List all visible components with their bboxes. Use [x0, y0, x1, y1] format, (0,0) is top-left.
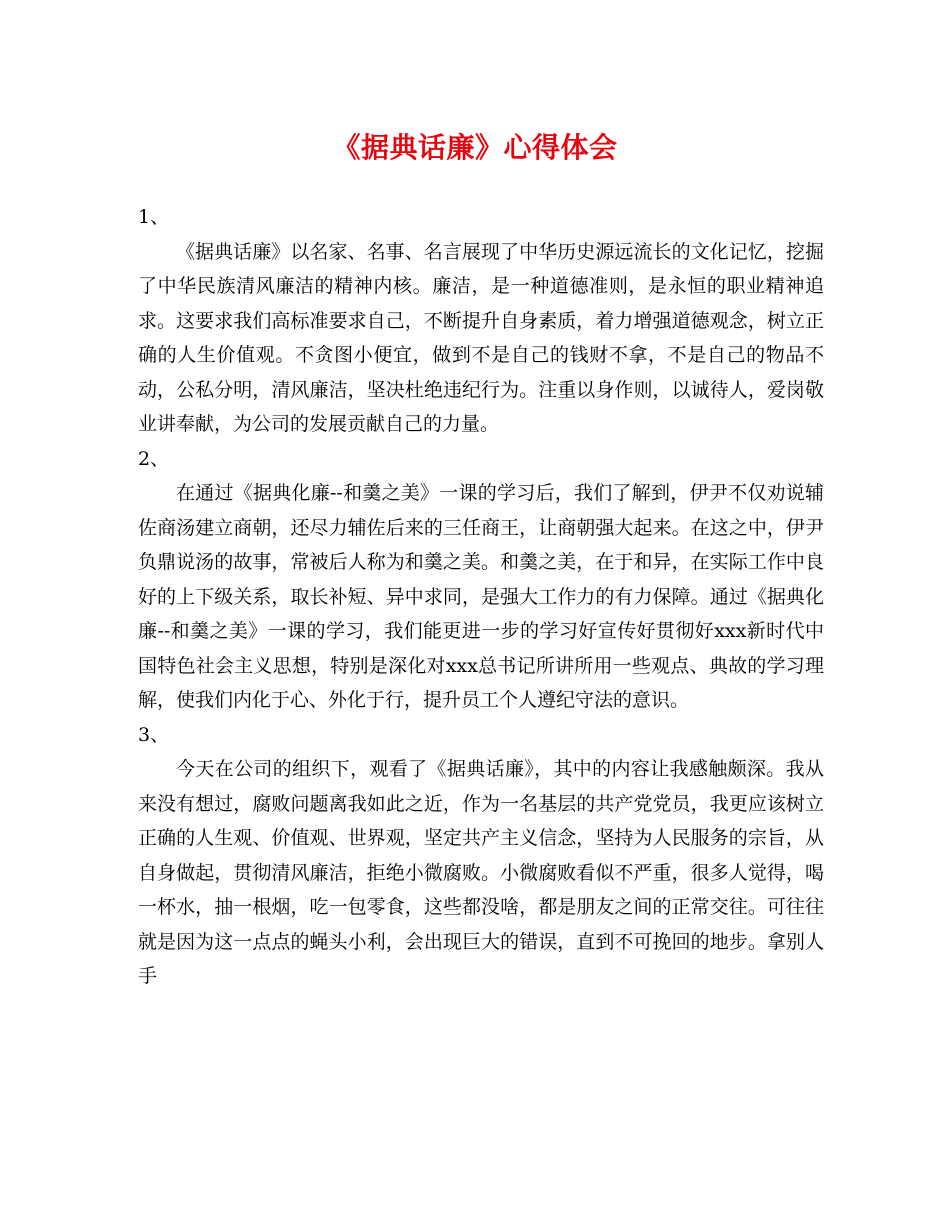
section-number: 2、 — [138, 447, 170, 470]
section-2 — [138, 442, 824, 718]
section-number: 3、 — [138, 723, 170, 746]
section-paragraph: 《据典话廉》以名家、名事、名言展现了中华历史源远流长的文化记忆，挖掘了中华民族清风廉洁的精神内核。廉洁，是一种道德准则，是永恒的职业精神追求。这要求我们高标准要求自己，不断提升自身素质，着力增强道德观念，树立正确的人生价值观。不贪图小便宜，做到不是自己的钱财不拿，不是自己的物品不动，公私分明，清风廉洁，坚决杜绝违纪行为。注重以身作则，以诚待人，爱岗敬业讲奉献，为公司的发展贡献自己的力量。 — [138, 240, 824, 435]
section-1 — [138, 200, 824, 442]
section-3 — [138, 718, 824, 994]
section-paragraph: 在通过《据典化廉--和羹之美》一课的学习后，我们了解到，伊尹不仅劝说辅佐商汤建立商朝，还尽力辅佐后来的三任商王，让商朝强大起来。在这之中，伊尹负鼎说汤的故事，常被后人称为和羹之美。和羹之美，在于和异，在实际工作中良好的上下级关系，取长补短、异中求同，是强大工作力的有力保障。通过《据典化廉--和羹之美》一课的学习，我们能更进一步的学习好宣传好贯彻好xxx新时代中国特色社会主义思想，特别是深化对xxx总书记所讲所用一些观点、典故的学习理解，使我们内化于心、外化于行，提升员工个人遵纪守法的意识。 — [138, 482, 824, 711]
document-body — [138, 200, 824, 994]
section-paragraph: 今天在公司的组织下，观看了《据典话廉》，其中的内容让我感触颇深。我从来没有想过，腐败问题离我如此之近，作为一名基层的共产党党员，我更应该树立正确的人生观、价值观、世界观，坚定共产主义信念，坚持为人民服务的宗旨，从自身做起，贯彻清风廉洁，拒绝小微腐败。小微腐败看似不严重，很多人觉得，喝一杯水，抽一根烟，吃一包零食，这些都没啥，都是朋友之间的正常交往。可往往就是因为这一点点的蝇头小利，会出现巨大的错误，直到不可挽回的地步。拿别人手 — [138, 758, 824, 987]
document-title: 《据典话廉》心得体会 — [332, 131, 618, 164]
section-number: 1、 — [138, 206, 170, 228]
